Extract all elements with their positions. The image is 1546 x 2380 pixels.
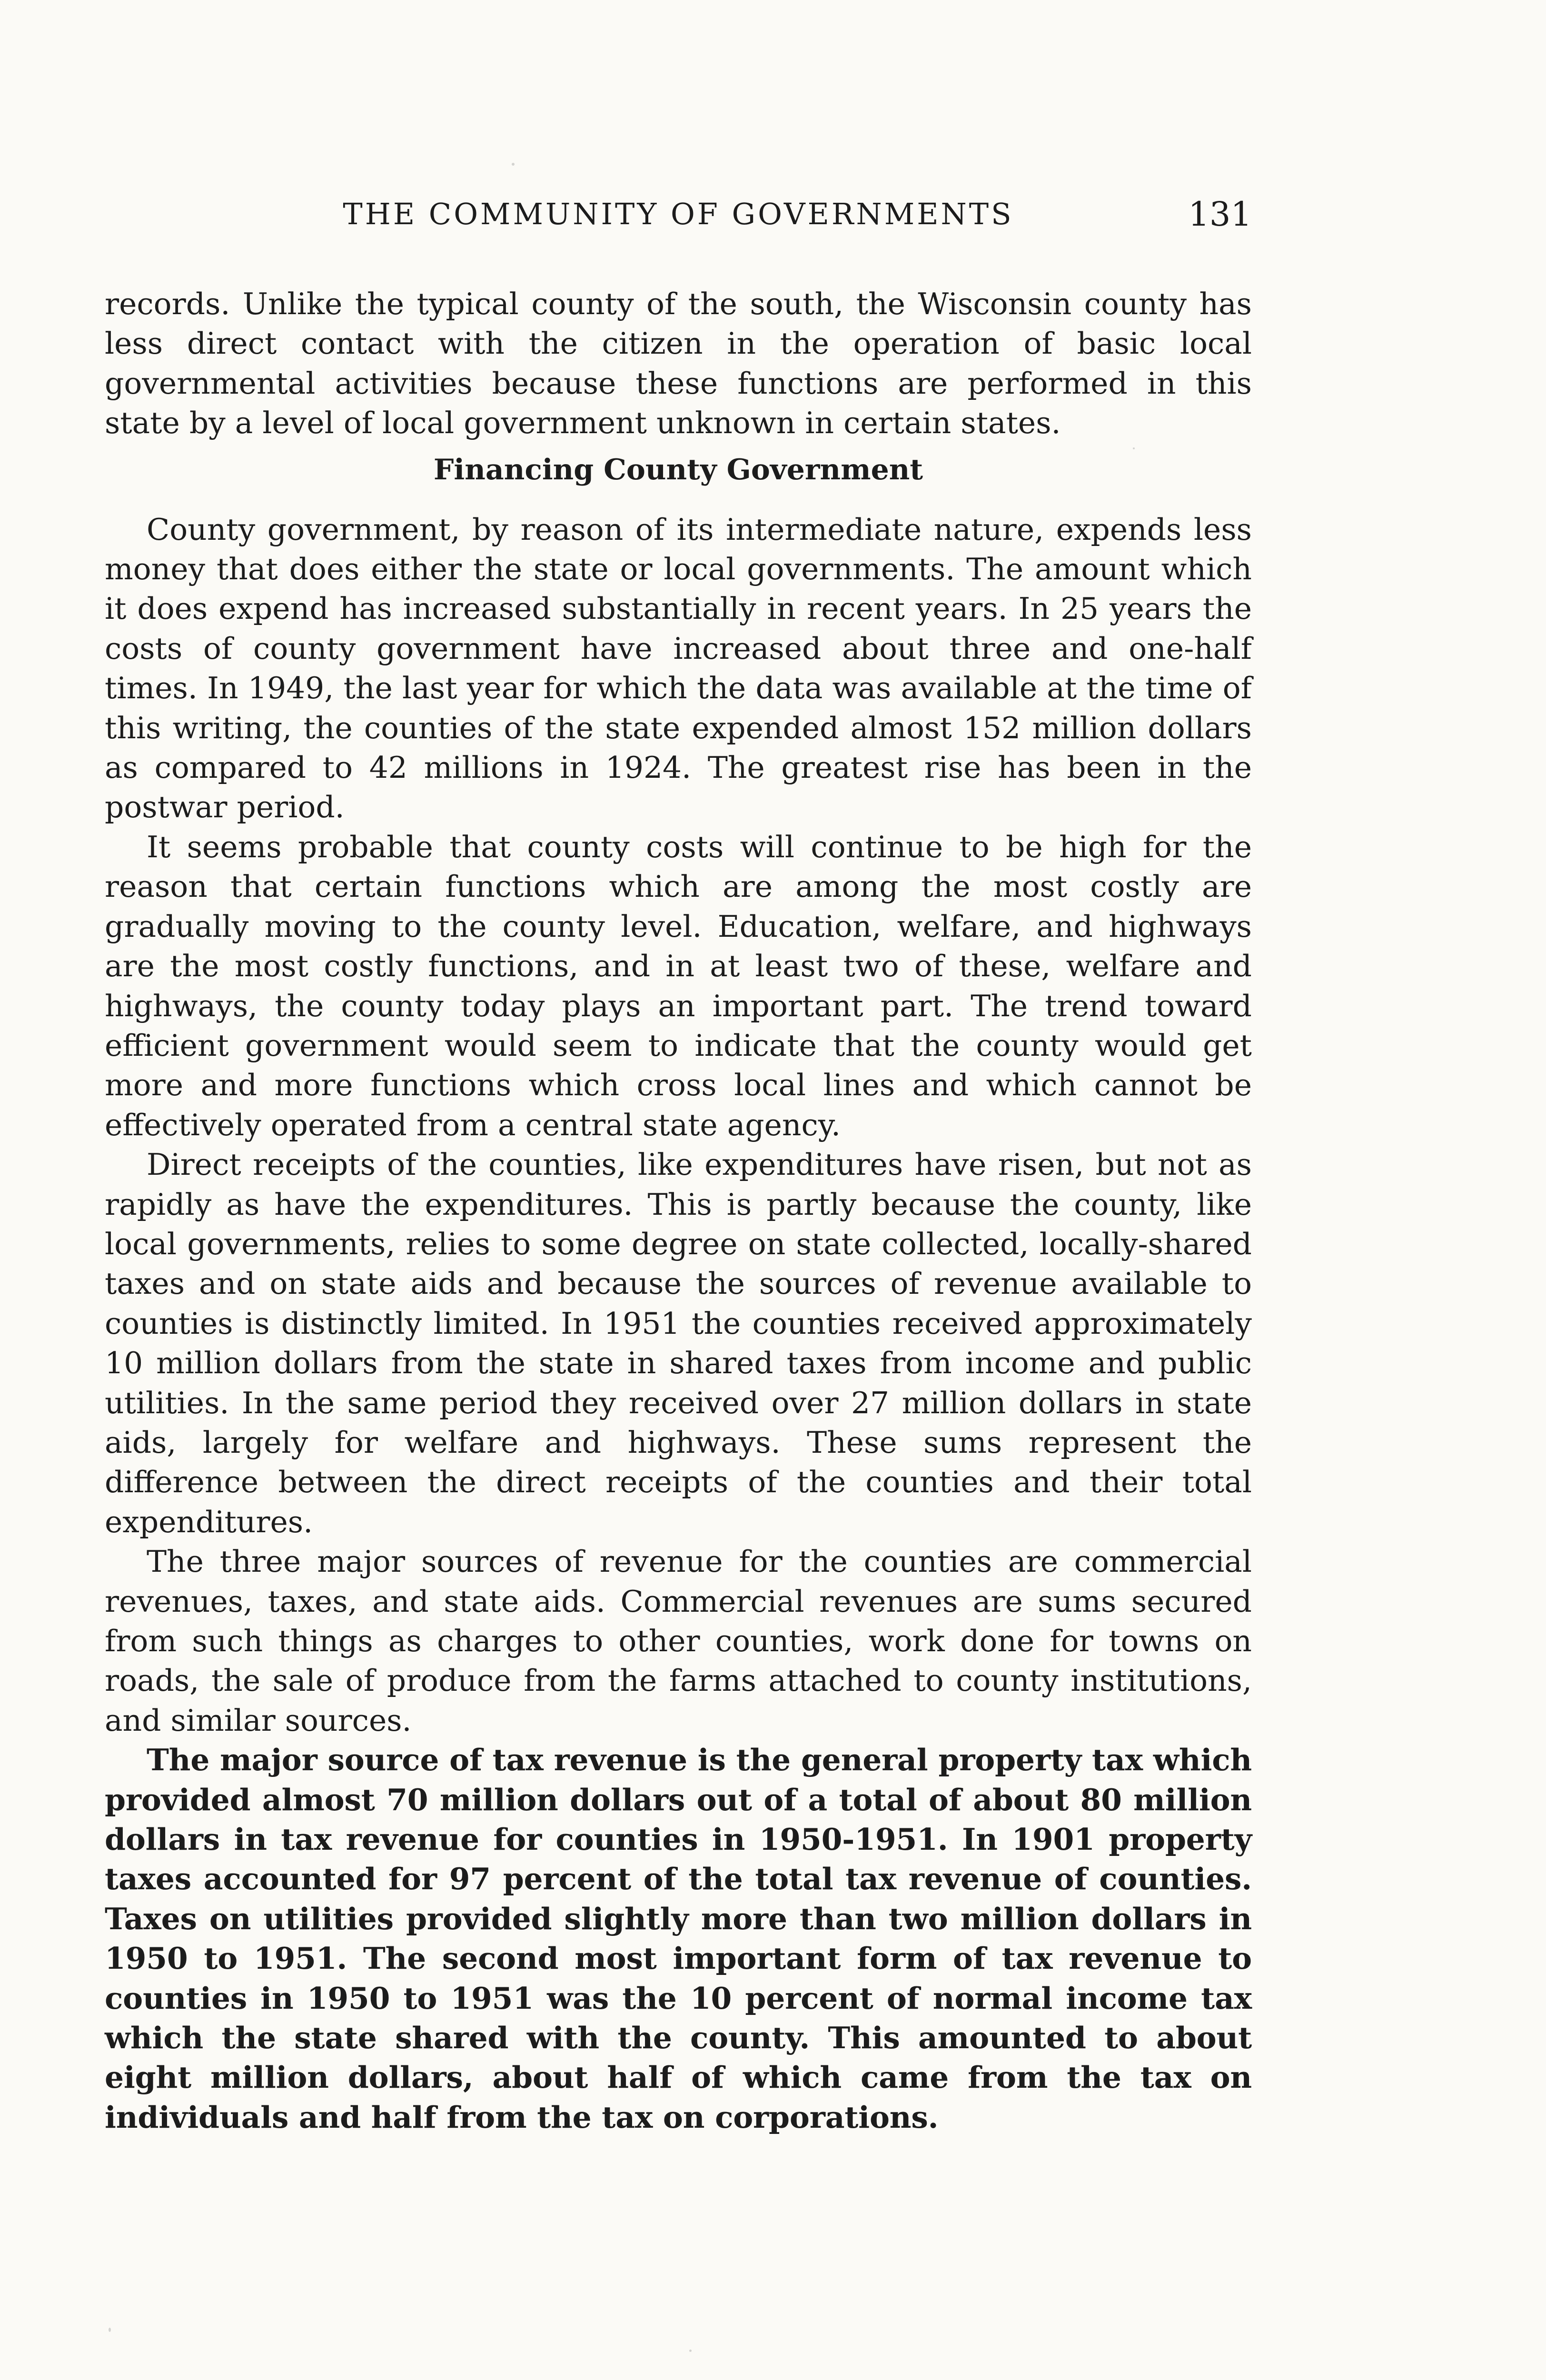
paragraph-county-costs-trend: It seems probable that county costs will continue to be high for the reason that certain functions which are among the most costly are gradually moving to the county level. Education, welfare, and highways are the most costly functions, and in at least two of these, welfare and highways, the county today plays an important part. The trend toward efficient government would seem to indicate that the county would get more and more functions which cross local lines and which cannot be effectively operated from a central state agency. — [105, 829, 1252, 1142]
running-head — [105, 193, 1252, 236]
scan-speck — [109, 2328, 111, 2332]
paragraph-direct-receipts: Direct receipts of the counties, like expenditures have risen, but not as rapidly as have the expenditures. This is partly because the county, like local governments, relies to some degree on state collected, locally-shared taxes and on state aids and because the sources of revenue available to counties is distinctly limited. In 1951 the counties received approximately 10 million dollars from the state in shared taxes from income and public utilities. In the same period they received over 27 million dollars in state aids, largely for welfare and highways. These sums represent the difference between the direct receipts of the counties and their total expenditures. — [105, 1147, 1252, 1539]
scan-speck — [1133, 447, 1135, 449]
opening-paragraph-fragment: records. Unlike the typical county of the south, the Wisconsin county has less direct contact with the citizen in the operation of basic local governmental activities because these functions are performed in this state by a level of local government unknown in certain states. — [105, 287, 1252, 441]
scan-speck — [512, 163, 515, 166]
paragraph-tax-revenue: The major source of tax revenue is the general property tax which provided almost 70 million dollars out of a total of about 80 million dollars in tax revenue for counties in 1950-1951. In 1901 property taxes accounted for 97 percent of the total tax revenue of counties. Taxes on utilities provided slightly more than two million dollars in 1950 to 1951. The second most important form of tax revenue to counties in 1950 to 1951 was the 10 percent of normal income tax which the state shared with the county. This amounted to about eight million dollars, about half of which came from the tax on individuals and half from the tax on corporations. — [105, 1742, 1252, 2135]
section-heading: Financing County Government — [433, 453, 923, 486]
paragraph-county-expenditures: County government, by reason of its intermediate nature, expends less money that does either the state or local governments. The amount which it does expend has increased substantially in recent years. In 25 years the costs of county government have increased about three and one-half times. In 1949, the last year for which the data was available at the time of this writing, the counties of the state expended almost 152 million dollars as compared to 42 millions in 1924. The greatest rise has been in the postwar period. — [105, 512, 1252, 825]
body-text — [105, 284, 1252, 2137]
running-title: THE COMMUNITY OF GOVERNMENTS — [343, 197, 1014, 231]
paragraph-revenue-sources: The three major sources of revenue for the counties are commercial revenues, taxes, and state aids. Commercial revenues are sums secured from such things as charges to other counties, work done for towns on roads, the sale of produce from the farms attached to county institutions, and similar sources. — [105, 1544, 1252, 1738]
scan-speck — [689, 2350, 692, 2352]
page-number: 131 — [1188, 195, 1252, 234]
